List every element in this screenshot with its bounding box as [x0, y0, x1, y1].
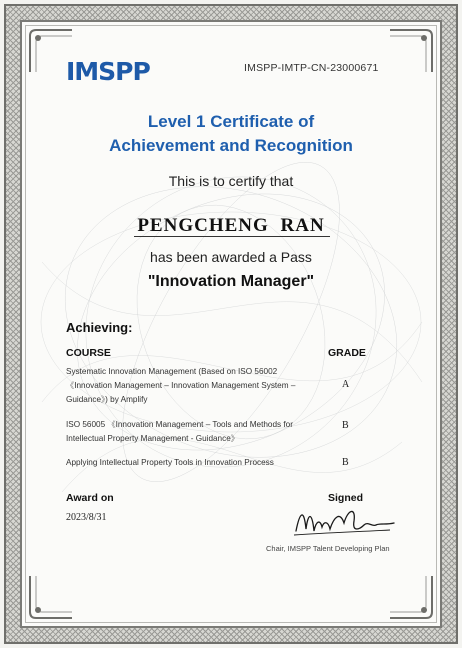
logo-text: IMSPP [66, 57, 150, 86]
course-grade: A [342, 379, 350, 390]
course-name: ISO 56005 《Innovation Management – Tools and Methods for Intellectual Property Management - Guidance》 [66, 420, 293, 443]
certificate-title-line1: Level 1 Certificate of [147, 112, 315, 131]
award-on-label: Award on [66, 492, 114, 504]
course-column-header: COURSE [66, 347, 111, 359]
recipient-name: PENGCHENG RAN [137, 215, 325, 236]
corner-ornament [388, 574, 434, 620]
course-name: Systematic Innovation Management (Based on ISO 56002 《Innovation Management – Innovation Management System – Guidance》) by Amplify [66, 367, 296, 404]
certificate-number: IMSPP-IMTP-CN-23000671 [244, 62, 379, 74]
certificate-title-line2: Achievement and Recognition [109, 136, 353, 155]
achieving-heading: Achieving: [66, 320, 133, 335]
corner-ornament [28, 574, 74, 620]
course-name: Applying Intellectual Property Tools in Innovation Process [66, 458, 274, 467]
signature-image [290, 503, 398, 541]
signer-title: Chair, IMSPP Talent Developing Plan [266, 544, 390, 553]
course-grade: B [342, 420, 349, 431]
imspp-logo [66, 57, 150, 86]
course-grade: B [342, 457, 349, 468]
award-date: 2023/8/31 [66, 512, 107, 523]
awarded-text: has been awarded a Pass [150, 249, 312, 265]
signed-label: Signed [328, 492, 364, 504]
program-name: "Innovation Manager" [147, 273, 315, 290]
name-underline [134, 236, 330, 237]
grade-column-header: GRADE [328, 347, 366, 359]
corner-ornament [388, 28, 434, 74]
certify-text: This is to certify that [168, 173, 294, 189]
